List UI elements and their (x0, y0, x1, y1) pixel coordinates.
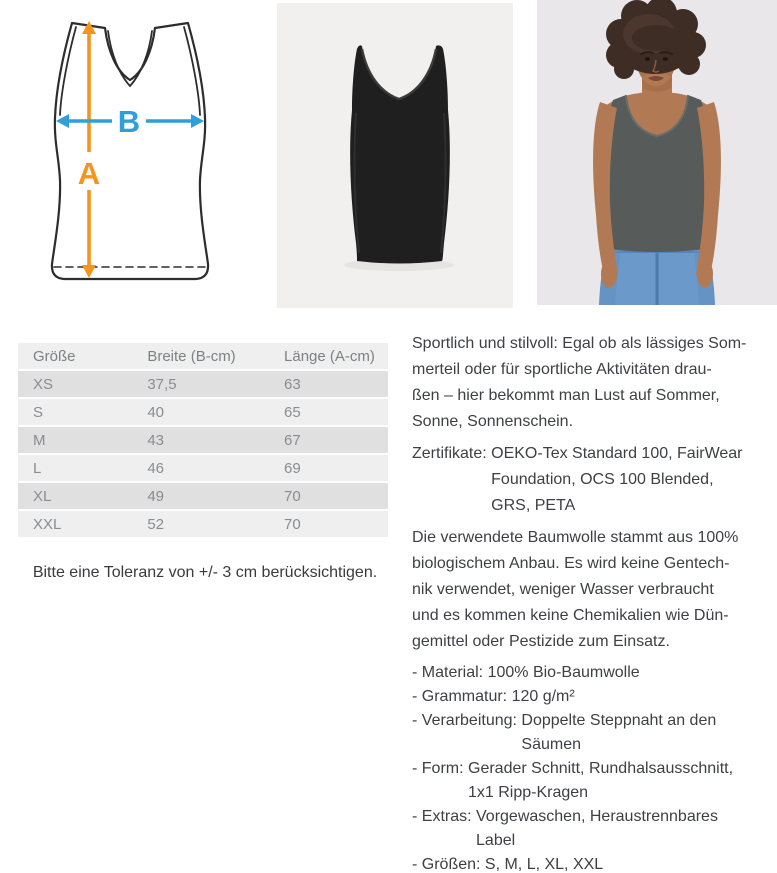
spec-item-material (412, 661, 774, 685)
text-line: biologischem Anbau. Es wird keine Gentech- (412, 555, 730, 572)
size-table (18, 341, 388, 539)
spec-item-form (412, 757, 774, 805)
text-line: Doppelte Steppnaht an den (521, 712, 717, 729)
text-line: Vorgewaschen, Heraustrennbares (476, 808, 718, 825)
product-photo-flat[interactable] (277, 3, 513, 308)
size-diagram-image (0, 0, 260, 310)
column-header-size: Größe (33, 347, 76, 365)
table-row (18, 399, 388, 425)
text-line: Gerader Schnitt, Rundhalsausschnitt, (468, 760, 734, 777)
table-row (18, 455, 388, 481)
cell-size: XS (33, 375, 54, 393)
table-row (18, 427, 388, 453)
spec-item-groessen (412, 853, 774, 873)
table-row (18, 483, 388, 509)
text-line: 120 g/m² (511, 688, 575, 705)
tank-top-sketch-icon (0, 0, 260, 310)
text-line: Sportlich und stilvoll: Egal ob als lässiges Som- (412, 335, 747, 352)
cell-length: 65 (284, 403, 301, 421)
tolerance-note: Bitte eine Toleranz von +/- 3 cm berücksichtigen. (32, 564, 378, 581)
size-table-container (18, 341, 388, 539)
cell-width: 40 (147, 403, 165, 421)
text-line: und es kommen keine Chemikalien wie Dün- (412, 607, 729, 624)
text-line: nik verwendet, weniger Wasser verbraucht (412, 581, 714, 598)
spec-label: - Form: (412, 760, 468, 777)
cell-width: 46 (147, 459, 165, 477)
product-photo-model[interactable] (537, 0, 777, 305)
table-row (18, 371, 388, 397)
cell-width: 37,5 (147, 375, 177, 393)
spec-list (412, 661, 774, 873)
spec-label: - Größen: (412, 856, 485, 873)
measure-label-b: B (117, 104, 141, 139)
certificates-label: Zertifikate: (412, 445, 492, 462)
cell-length: 70 (284, 515, 301, 533)
size-table-header-row (18, 343, 388, 369)
cell-size: S (33, 403, 44, 421)
cell-size: XXL (33, 515, 62, 533)
certificates-paragraph (412, 441, 774, 519)
intro-paragraph (412, 331, 774, 435)
text-line: Foundation, OCS 100 Blended, (491, 471, 714, 488)
spec-label: - Extras: (412, 808, 477, 825)
cell-width: 49 (147, 487, 165, 505)
cotton-paragraph (412, 525, 774, 655)
cell-length: 67 (284, 431, 301, 449)
cell-width: 52 (147, 515, 165, 533)
text-line: GRS, PETA (491, 497, 576, 514)
black-tank-top-photo (277, 3, 513, 308)
text-line: Säumen (521, 736, 581, 753)
spec-label: - Grammatur: (412, 688, 512, 705)
spec-item-extras (412, 805, 774, 853)
measure-label-a: A (77, 156, 101, 191)
cell-size: M (33, 431, 46, 449)
text-line: ßen – hier bekommt man Lust auf Sommer, (412, 387, 720, 404)
text-line: 1x1 Ripp-Kragen (468, 784, 589, 801)
cell-length: 69 (284, 459, 301, 477)
cell-size: XL (33, 487, 52, 505)
cell-width: 43 (147, 431, 165, 449)
column-header-length: Länge (A-cm) (284, 347, 375, 365)
text-line: Sonne, Sonnenschein. (412, 413, 574, 430)
text-line: Label (476, 832, 516, 849)
spec-item-grammatur (412, 685, 774, 709)
text-line: merteil oder für sportliche Aktivitäten drau- (412, 361, 712, 378)
text-line: 100% Bio-Baumwolle (487, 664, 640, 681)
cell-size: L (33, 459, 42, 477)
text-line: gemittel oder Pestizide zum Einsatz. (412, 633, 670, 650)
column-header-width: Breite (B-cm) (147, 347, 236, 365)
text-line: OEKO-Tex Standard 100, FairWear (491, 445, 743, 462)
spec-item-verarbeitung (412, 709, 774, 757)
text-line: S, M, L, XL, XXL (484, 856, 604, 873)
spec-label: - Material: (412, 664, 488, 681)
model-wearing-tank-photo (537, 0, 777, 305)
cell-length: 70 (284, 487, 301, 505)
spec-label: - Verarbeitung: (412, 712, 522, 729)
text-line: Die verwendete Baumwolle stammt aus 100% (412, 529, 739, 546)
table-row (18, 511, 388, 537)
product-description (412, 331, 774, 873)
cell-length: 63 (284, 375, 301, 393)
